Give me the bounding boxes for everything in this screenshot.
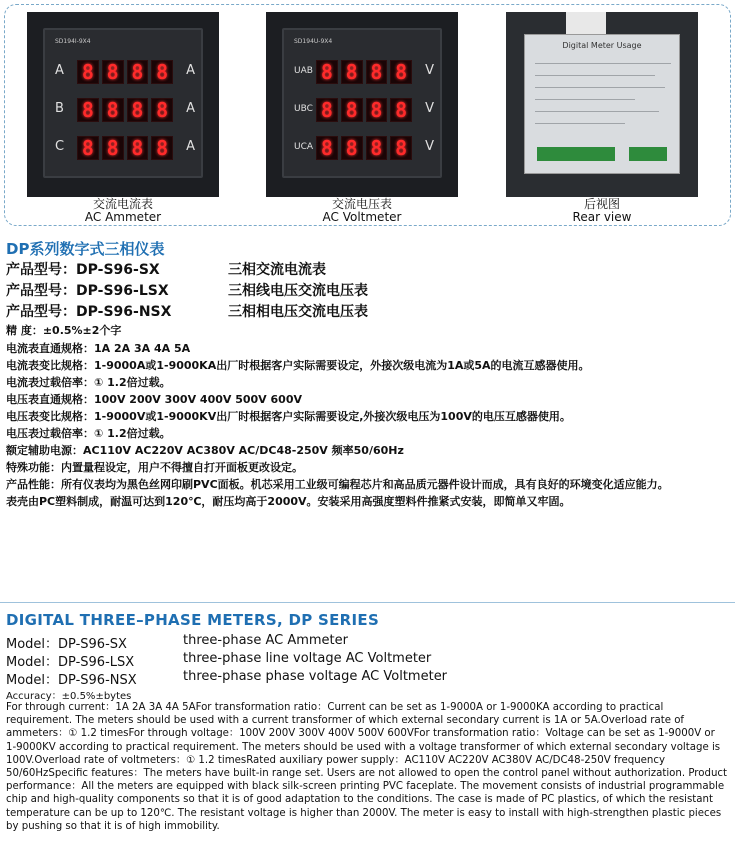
voltmeter-caption: 交流电压表 AC Voltmeter <box>322 197 402 224</box>
meter-faceplate <box>282 28 442 178</box>
terminal-block <box>537 147 615 161</box>
cn-spec-line: 电压表过载倍率：① 1.2倍过载。 <box>6 427 171 440</box>
meter-faceplate <box>43 28 203 178</box>
cn-model-desc: 三相线电压交流电压表 <box>228 283 368 299</box>
phase-label: A <box>55 63 64 78</box>
rear-label-panel <box>524 34 680 174</box>
rear-view-photo <box>506 12 698 197</box>
rear-panel-title: Digital Meter Usage <box>562 41 642 50</box>
cn-model-desc: 三相交流电流表 <box>228 262 326 278</box>
unit-label: V <box>425 139 434 154</box>
cn-spec-line: 表壳由PC塑料制成，耐温可达到120℃，耐压均高于2000V。安装采用高强度塑料件推紧式安装，即简单又牢固。 <box>6 495 571 508</box>
cn-spec-line: 精 度：±0.5%±2个字 <box>6 324 122 337</box>
unit-label: A <box>186 139 195 154</box>
en-model-label: Model：DP-S96-NSX <box>6 673 137 688</box>
led-display <box>77 60 173 84</box>
en-model-label: Model：DP-S96-SX <box>6 637 127 652</box>
phase-label: C <box>55 139 65 154</box>
phase-label: UCA <box>294 142 314 152</box>
meter-row <box>292 134 436 162</box>
meter-row <box>292 58 436 86</box>
cn-spec-line: 产品性能：所有仪表均为黑色丝网印刷PVC面板。机芯采用工业级可编程芯片和高品质元器件设计而成，具有良好的环境变化适应能力。 <box>6 478 669 491</box>
phase-label: B <box>55 101 64 116</box>
cn-model-label: 产品型号：DP-S96-NSX <box>6 304 172 320</box>
cn-spec-line: 电流表直通规格：1A 2A 3A 4A 5A <box>6 342 191 355</box>
rear-mount-tab <box>566 12 606 36</box>
phase-label: UBC <box>294 104 313 114</box>
cn-section-title: DP系列数字式三相仪表 <box>6 240 165 258</box>
unit-label: A <box>186 101 195 116</box>
led-display <box>77 98 173 122</box>
ammeter-caption: 交流电流表 AC Ammeter <box>84 197 162 224</box>
cn-model-label: 产品型号：DP-S96-SX <box>6 262 160 278</box>
cn-spec-line: 电压表直通规格：100V 200V 300V 400V 500V 600V <box>6 393 302 406</box>
unit-label: A <box>186 63 195 78</box>
cn-spec-line: 额定辅助电源：AC110V AC220V AC380V AC/DC48-250V 频率50/60Hz <box>6 444 404 457</box>
led-display <box>316 98 412 122</box>
en-model-desc: three-phase line voltage AC Voltmeter <box>183 651 432 666</box>
phase-label: UAB <box>294 66 313 76</box>
cn-spec-line: 电压表变比规格：1-9000V或1-9000KV出厂时根据客户实际需要设定,外接次级电压为100V的电压互感器使用。 <box>6 410 571 423</box>
unit-label: V <box>425 101 434 116</box>
ammeter-photo <box>27 12 219 197</box>
meter-row <box>292 96 436 124</box>
rear-view-caption: 后视图 Rear view <box>572 197 632 224</box>
en-section-title: DIGITAL THREE–PHASE METERS, DP SERIES <box>6 611 380 629</box>
cn-spec-line: 特殊功能：内置量程设定，用户不得擅自打开面板更改设定。 <box>6 461 303 474</box>
led-display <box>316 136 412 160</box>
cn-spec-line: 电流表过载倍率：① 1.2倍过载。 <box>6 376 171 389</box>
cn-model-desc: 三相相电压交流电压表 <box>228 304 368 320</box>
en-accuracy: Accuracy：±0.5%±bytes <box>6 691 132 702</box>
led-display <box>316 60 412 84</box>
meter-model-label: SD194I-9X4 <box>55 38 91 45</box>
meter-model-label: SD194U-9X4 <box>294 38 333 45</box>
en-model-desc: three-phase phase voltage AC Voltmeter <box>183 669 448 684</box>
en-model-desc: three-phase AC Ammeter <box>183 633 348 648</box>
voltmeter-photo <box>266 12 458 197</box>
meter-row <box>53 134 197 162</box>
terminal-block <box>629 147 667 161</box>
en-model-label: Model：DP-S96-LSX <box>6 655 135 670</box>
cn-spec-line: 电流表变比规格：1-9000A或1-9000KA出厂时根据客户实际需要设定，外接次级电流为1A或5A的电流互感器使用。 <box>6 359 590 372</box>
led-display <box>77 136 173 160</box>
section-divider <box>0 602 735 603</box>
meter-row <box>53 96 197 124</box>
unit-label: V <box>425 63 434 78</box>
cn-model-label: 产品型号：DP-S96-LSX <box>6 283 169 299</box>
en-spec-paragraph: For through current：1A 2A 3A 4A 5AFor transformation ratio：Current can be set as 1-9000A or 1-9000KA according to practical requirement. The meters should be used with a current transformer of which external secondary current is 1A or 5A.Overload rate of ammeters：① 1.2 timesFor through voltage：100V 200V 300V 400V 500V 600VFor transformation ratio：Voltage can be set as 1-9000V or 1-9000KV according to practical requirement. The meters should be used with a voltage transformer of which external secondary voltage is 100V.Overload rate of voltmeters：① 1.2 timesRated auxiliary power supply：AC110V AC220V AC380V AC/DC48-250V frequency 50/60HzSpecific features：The meters have built-in range set. Users are not allowed to open the control panel without authorization. Product performance：All the meters are equipped with black silk-screen printing PVC faceplate. The movement consists of industrial programmable chip and high-quality components so that it is of good adaptation to the conditions. The case is made of PC plastics, of which the resistant temperature can be up to 120℃. The resistant voltage is higher than 2000V. The meter is easy to install with high-strengthen plastic pieces by pushing so that it is of high immobility. <box>6 702 728 832</box>
meter-row <box>53 58 197 86</box>
